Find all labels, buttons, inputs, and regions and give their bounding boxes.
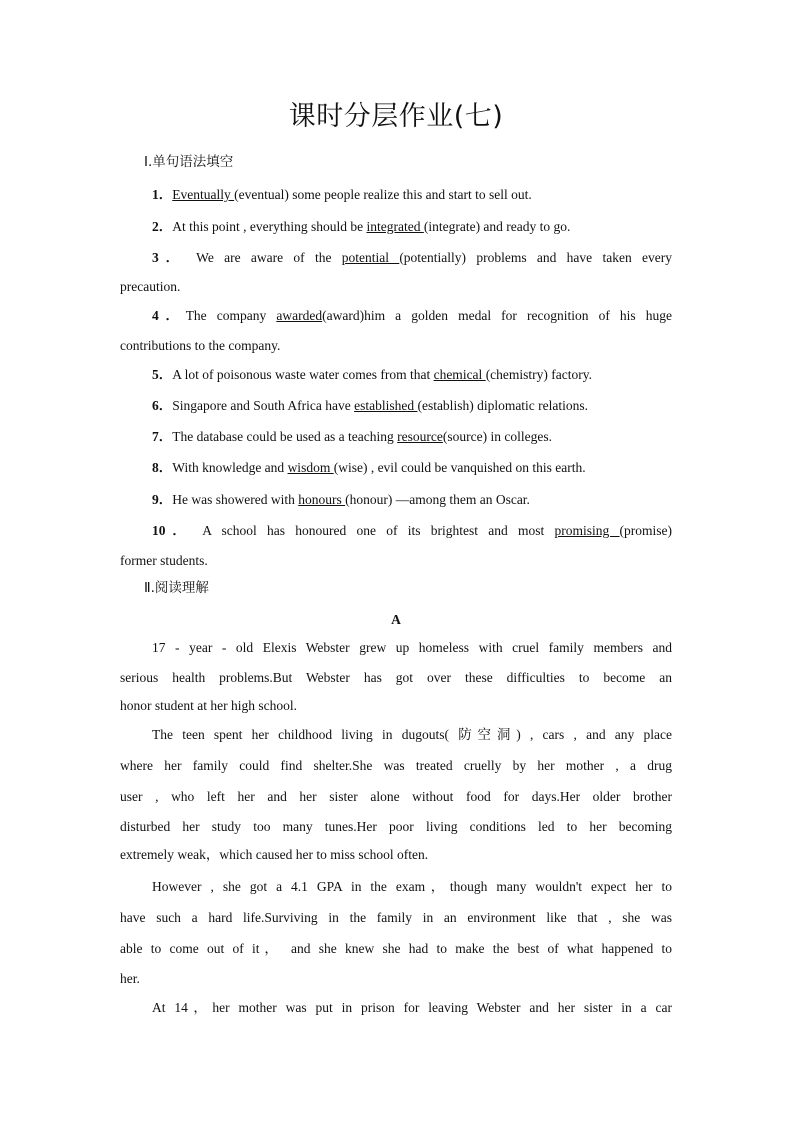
paragraph-line: 17 - year - old Elexis Webster grew up homeless with cruel family members and	[152, 640, 672, 655]
exercise-item	[152, 398, 672, 414]
item-text: (eventual) some people realize this and start to sell out.	[234, 187, 532, 202]
exercise-item	[152, 492, 672, 508]
item-text: (promise)	[619, 523, 673, 538]
item-number: 1．	[152, 187, 173, 202]
exercise-item	[152, 429, 672, 445]
item-number: 3．	[152, 250, 187, 265]
item-text: He was showered with	[172, 492, 299, 507]
item-text: (honour) —among them an Oscar.	[345, 492, 530, 507]
exercise-item	[152, 460, 672, 476]
paragraph-line: At 14，her mother was put in prison for leaving Webster and her sister in a car	[152, 1000, 672, 1015]
item-text: With knowledge and	[172, 460, 288, 475]
item-number: 7．	[152, 429, 173, 444]
item-text: (potentially) problems and have taken every	[399, 250, 672, 265]
passage-label: A	[391, 612, 401, 627]
item-number: 4．	[152, 308, 186, 323]
answer-word: honours	[298, 492, 346, 507]
answer-word: wisdom	[287, 460, 334, 475]
item-text: A school has honoured one of its brightest and most	[192, 523, 555, 538]
paragraph-line: The teen spent her childhood living in dugouts( 防空洞) , cars , and any place	[152, 727, 672, 742]
page-title: 课时分层作业(七)	[288, 101, 504, 132]
exercise-item	[152, 219, 672, 235]
exercise-item	[152, 187, 672, 203]
exercise-item	[152, 367, 672, 383]
answer-word: Eventually	[172, 187, 235, 202]
paragraph-line: disturbed her study too many tunes.Her poor living conditions led to her becoming	[120, 819, 672, 834]
item-text: (source) in colleges.	[442, 429, 552, 444]
item-text: (award)him a golden medal for recognition of his huge	[322, 308, 672, 323]
item-number: 6．	[152, 398, 173, 413]
answer-word: resource	[397, 429, 443, 444]
section-heading-grammar: Ⅰ.单句语法填空	[144, 154, 234, 170]
exercise-item-continued: precaution.	[120, 279, 181, 294]
paragraph-line: honor student at her high school.	[120, 698, 297, 713]
answer-word: integrated	[366, 219, 424, 234]
answer-word: awarded	[276, 308, 323, 323]
paragraph-line: serious health problems.But Webster has got over these difficulties to become an	[120, 670, 672, 685]
item-number: 10．	[152, 523, 193, 538]
paragraph-line: user , who left her and her sister alone without food for days.Her older brother	[120, 789, 672, 804]
item-text: The database could be used as a teaching	[172, 429, 398, 444]
item-number: 2．	[152, 219, 173, 234]
item-text: (wise) , evil could be vanquished on this earth.	[333, 460, 586, 475]
answer-word: potential	[341, 250, 400, 265]
paragraph-line: However , she got a 4.1 GPA in the exam，though many wouldn't expect her to	[152, 879, 672, 894]
paragraph-line: able to come out of it， and she knew she had to make the best of what happened to	[120, 941, 672, 956]
paragraph-line: where her family could find shelter.She was treated cruelly by her mother , a drug	[120, 758, 672, 773]
item-text: (integrate) and ready to go.	[423, 219, 571, 234]
section-heading-reading: Ⅱ.阅读理解	[144, 580, 209, 596]
paragraph-line: have such a hard life.Surviving in the family in an environment like that , she was	[120, 910, 672, 925]
item-number: 5．	[152, 367, 173, 382]
paragraph-line: extremely weak，which caused her to miss school often.	[120, 847, 429, 862]
item-text: A lot of poisonous waste water comes from that	[172, 367, 434, 382]
item-text: The company	[185, 308, 277, 323]
exercise-item	[152, 308, 672, 324]
item-text: (chemistry) factory.	[485, 367, 593, 382]
answer-word: established	[354, 398, 418, 413]
exercise-item-continued: former students.	[120, 553, 208, 568]
item-number: 9．	[152, 492, 173, 507]
paragraph-line: her.	[120, 971, 140, 986]
item-number: 8．	[152, 460, 173, 475]
item-text: We are aware of the	[186, 250, 342, 265]
item-text: Singapore and South Africa have	[172, 398, 355, 413]
item-text: At this point , everything should be	[172, 219, 367, 234]
exercise-item	[152, 523, 672, 539]
exercise-item	[152, 250, 672, 266]
answer-word: chemical	[433, 367, 486, 382]
answer-word: promising	[554, 523, 620, 538]
item-text: (establish) diplomatic relations.	[417, 398, 589, 413]
exercise-item-continued: contributions to the company.	[120, 338, 281, 353]
